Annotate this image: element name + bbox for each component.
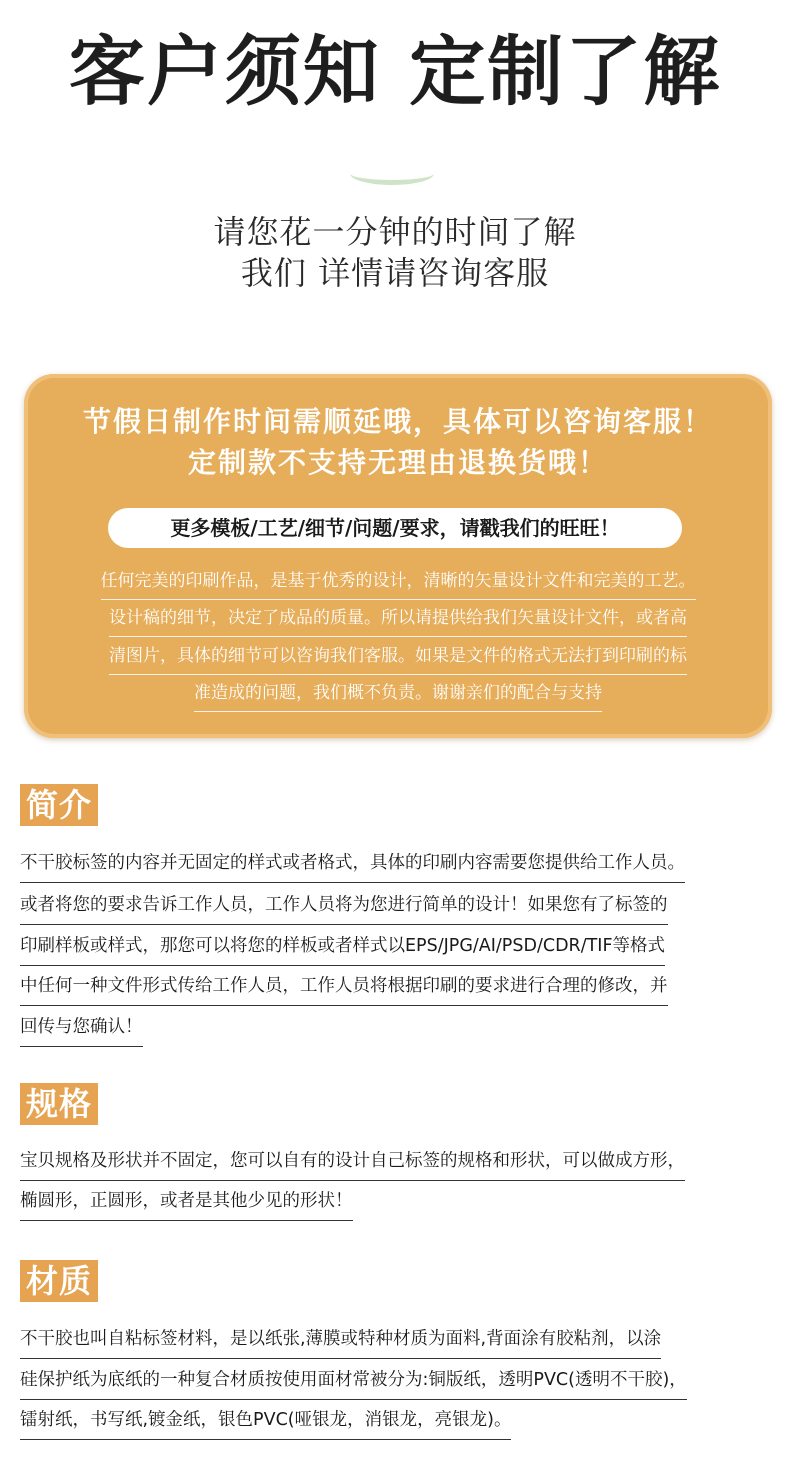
section-title-spec: 规格 [20,1083,98,1125]
material-line: 硅保护纸为底纸的一种复合材质按使用面材常被分为:铜版纸，透明PVC(透明不干胶)， [20,1367,687,1400]
notice-holiday-line: 节假日制作时间需顺延哦，具体可以咨询客服！ [82,405,713,438]
intro-line: 回传与您确认！ [20,1014,143,1047]
notice-body-line: 任何完美的印刷作品，是基于优秀的设计，清晰的矢量设计文件和完美的工艺。 [24,567,772,600]
contact-pill: 更多模板/工艺/细节/问题/要求，请戳我们的旺旺！ [108,508,682,548]
material-line: 镭射纸，书写纸,镀金纸，银色PVC(哑银龙，消银龙，亮银龙)。 [20,1407,511,1440]
notice-body-line: 准造成的问题，我们概不负责。谢谢亲们的配合与支持 [24,679,772,712]
subtitle-line-1: 请您花一分钟的时间了解 [213,213,577,251]
section-title-material: 材质 [20,1260,98,1302]
intro-line: 不干胶标签的内容并无固定的样式或者格式，具体的印刷内容需要您提供给工作人员。 [20,850,685,883]
intro-line: 印刷样板或样式，那您可以将您的样板或者样式以EPS/JPG/AI/PSD/CDR/TIF等格式 [20,933,665,966]
spec-line: 椭圆形，正圆形，或者是其他少见的形状！ [20,1188,353,1221]
page-title: 客户须知 定制了解 [68,27,722,116]
notice-no-return-line: 定制款不支持无理由退换货哦！ [187,446,608,479]
section-title-intro: 简介 [20,784,98,826]
spec-line: 宝贝规格及形状并不固定，您可以自有的设计自己标签的规格和形状，可以做成方形， [20,1148,685,1181]
notice-body-line: 设计稿的细节，决定了成品的质量。所以请提供给我们矢量设计文件，或者高 [24,604,772,637]
intro-line: 中任何一种文件形式传给工作人员，工作人员将根据印刷的要求进行合理的修改，并 [20,973,668,1006]
notice-body-line: 清图片，具体的细节可以咨询我们客服。如果是文件的格式无法打到印刷的标 [24,642,772,675]
subtitle-line-2: 我们 详情请咨询客服 [240,254,550,292]
intro-line: 或者将您的要求告诉工作人员，工作人员将为您进行简单的设计！如果您有了标签的 [20,892,668,925]
notice-panel [24,374,772,738]
material-line: 不干胶也叫自粘标签材料，是以纸张,薄膜或特种材质为面料,背面涂有胶粘剂，以涂 [20,1326,661,1359]
decorative-arc [350,162,434,185]
